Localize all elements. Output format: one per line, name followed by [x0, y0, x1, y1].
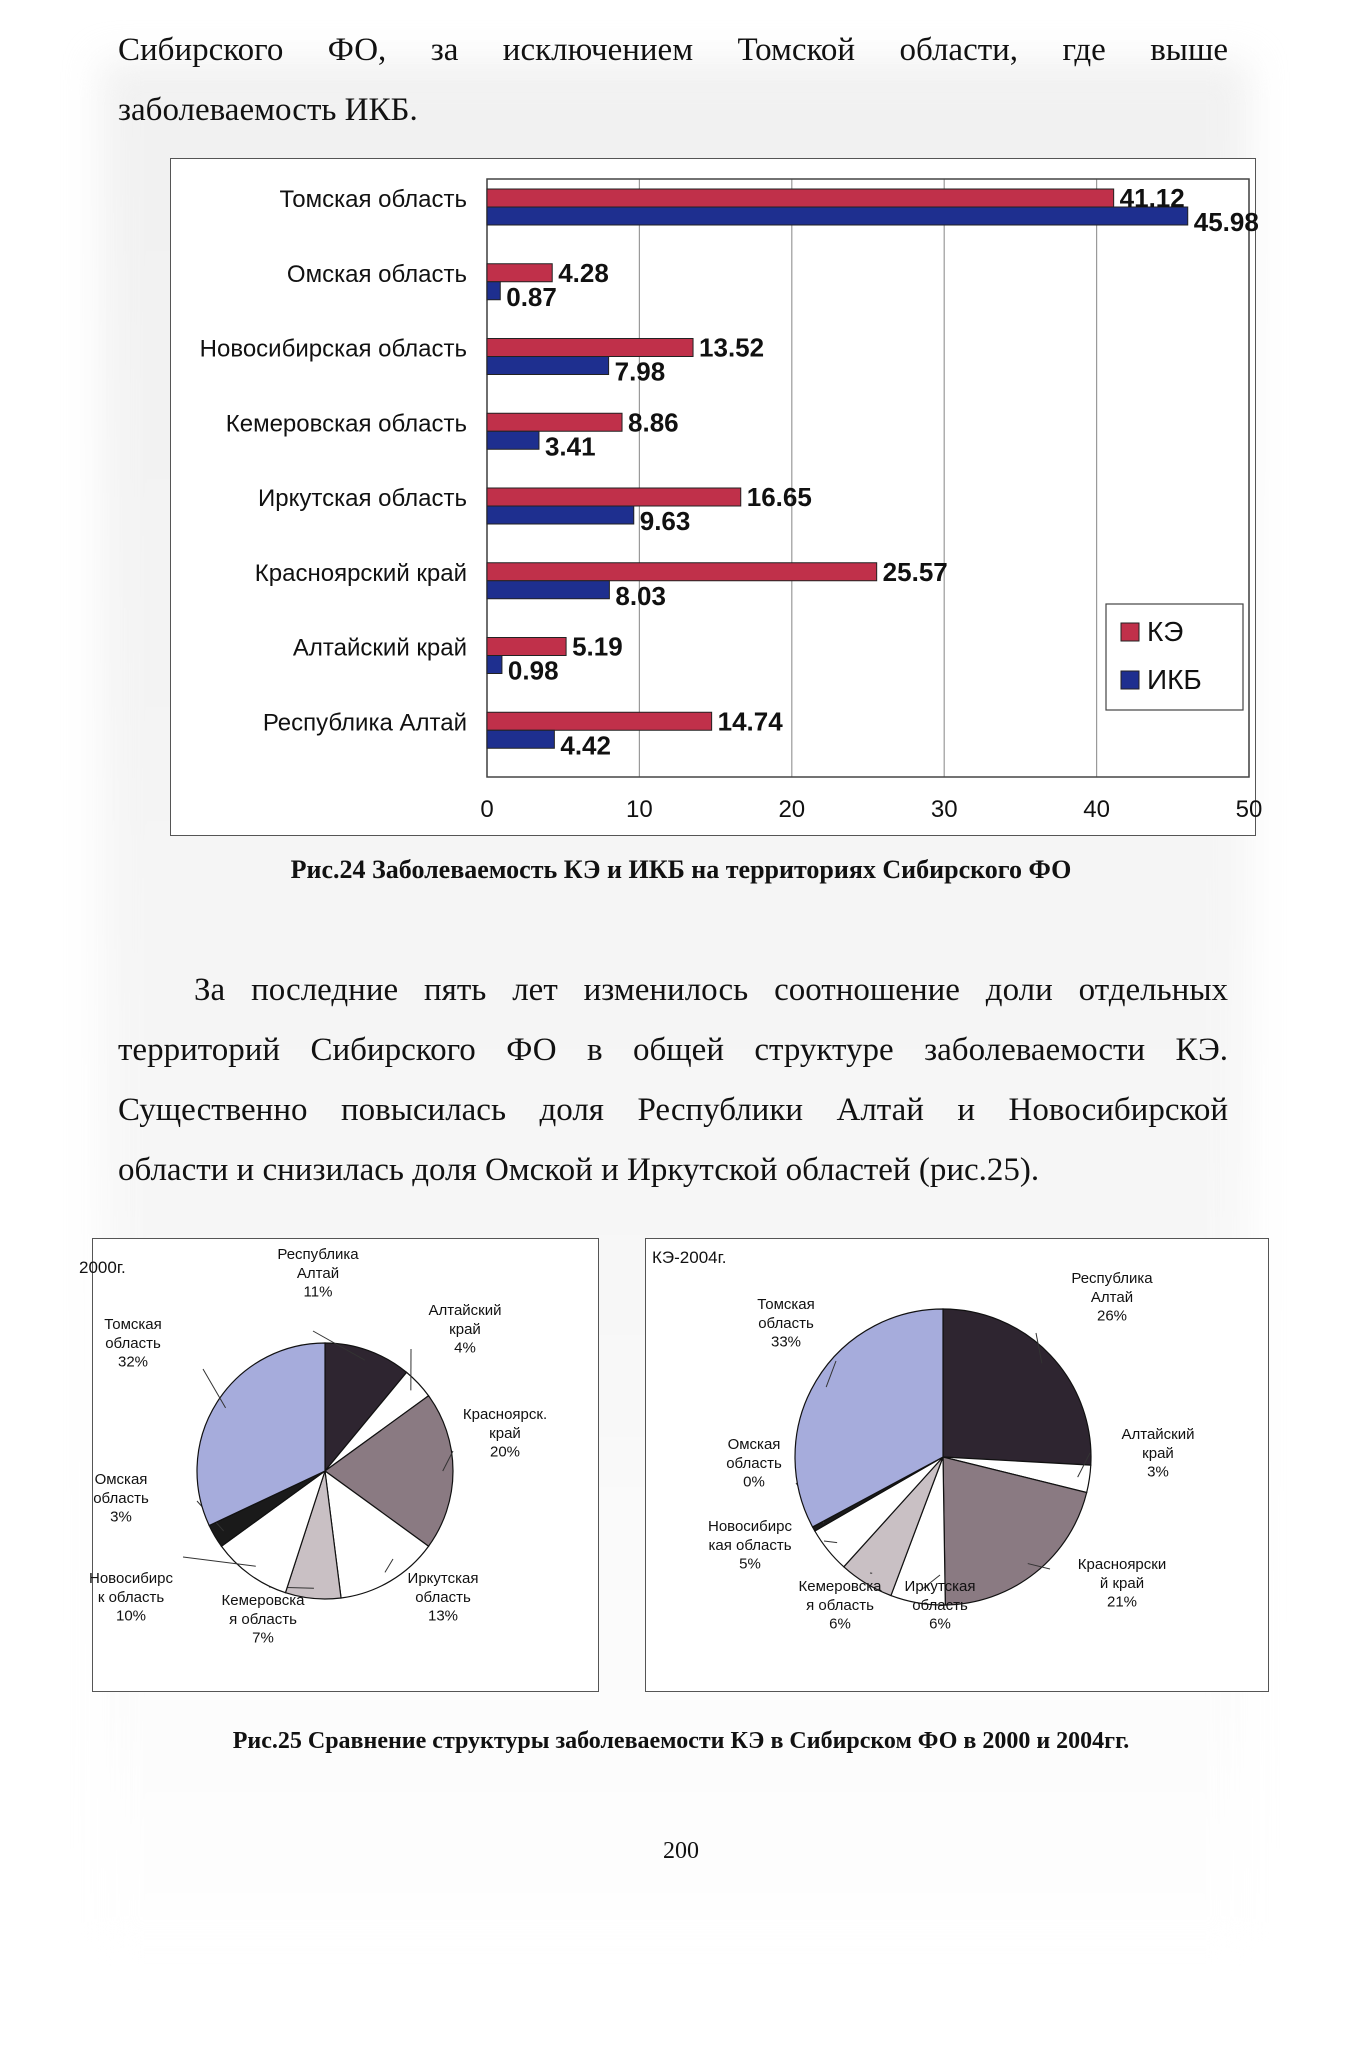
- slice-label: Алтайский край 4%: [428, 1302, 502, 1357]
- pie-chart-2000: [79, 1239, 598, 1691]
- value-label-ke: 16.65: [746, 482, 812, 512]
- slice-label: Омская область 3%: [93, 1471, 149, 1526]
- slice-label: Новосибирс кая область 5%: [707, 1518, 793, 1573]
- bar-chart-frame: [170, 158, 1263, 836]
- figure-24-caption: Рис.24 Заболеваемость КЭ и ИКБ на территориях Сибирского ФО: [290, 855, 1072, 884]
- value-label-ikb: 0.87: [506, 281, 557, 312]
- value-label-ikb: 8.03: [615, 580, 666, 611]
- paragraph-2-line: территорий Сибирского ФО в общей структуре заболеваемости КЭ.: [118, 1032, 1228, 1068]
- pie-title: КЭ-2004г.: [652, 1248, 727, 1267]
- slice-label: Республика Алтай 11%: [277, 1246, 359, 1301]
- bar-ke: [487, 712, 712, 730]
- x-tick-label: 40: [1083, 796, 1110, 823]
- value-label-ikb: 3.41: [544, 431, 596, 462]
- value-label-ikb: 45.98: [1193, 207, 1259, 237]
- pie-chart-2004: [646, 1239, 1268, 1691]
- paragraph-1-line: заболеваемость ИКБ.: [118, 92, 418, 128]
- legend-swatch: [1121, 671, 1139, 689]
- slice-label: Республика Алтай 26%: [1071, 1270, 1153, 1325]
- bar-ke: [487, 189, 1114, 207]
- category-label: Красноярский край: [254, 559, 467, 587]
- x-tick-label: 0: [480, 796, 494, 823]
- x-tick-label: 50: [1235, 796, 1263, 823]
- x-tick-label: 30: [930, 796, 958, 823]
- value-label-ke: 41.12: [1119, 183, 1185, 213]
- slice-label: Красноярски й край 21%: [1077, 1556, 1167, 1611]
- slice-label: Красноярск. край 20%: [462, 1406, 548, 1461]
- legend-label: ИКБ: [1147, 664, 1202, 695]
- paragraph-2-line: Существенно повысилась доля Республики Алтай и Новосибирской: [118, 1092, 1228, 1128]
- category-label: Кемеровская область: [225, 410, 467, 438]
- value-label-ikb: 9.63: [639, 506, 691, 536]
- slice-label: Кемеровска я область 7%: [221, 1592, 305, 1647]
- bar-ke: [487, 563, 877, 581]
- slice-label: Новосибирс к область 10%: [88, 1570, 174, 1625]
- paragraph-2-line: За последние пять лет изменилось соотношение доли отдельных: [194, 972, 1228, 1008]
- slice-label: Кемеровска я область 6%: [798, 1578, 882, 1633]
- x-tick-label: 10: [626, 796, 653, 823]
- bar-ikb: [487, 656, 502, 674]
- value-label-ke: 25.57: [882, 556, 948, 587]
- value-label-ke: 5.19: [572, 631, 623, 662]
- pie-slice: [943, 1309, 1091, 1465]
- pie-title: 2000г.: [79, 1258, 126, 1277]
- leader-line: [203, 1369, 226, 1408]
- value-label-ke: 4.28: [558, 257, 609, 288]
- bar-ikb: [487, 506, 634, 524]
- bar-ikb: [487, 282, 500, 300]
- value-label-ikb: 7.98: [614, 356, 666, 387]
- page-number: 200: [663, 1838, 699, 1864]
- legend-label: КЭ: [1147, 616, 1184, 647]
- category-label: Новосибирская область: [199, 335, 467, 363]
- paragraph-2: [118, 960, 1228, 1200]
- paragraph-1: [118, 20, 1228, 140]
- slice-label: Томская область 33%: [757, 1296, 815, 1351]
- bar-ke: [487, 413, 622, 431]
- paragraph-1-line: Сибирского ФО, за исключением Томской области, где выше: [118, 32, 1228, 68]
- bar-ikb: [487, 357, 609, 375]
- paragraph-2-line: области и снизилась доля Омской и Иркутской областей (рис.25).: [118, 1152, 1040, 1188]
- category-label: Омская область: [286, 260, 467, 288]
- category-label: Алтайский край: [292, 634, 467, 662]
- slice-label: Томская область 32%: [104, 1316, 162, 1371]
- slice-label: Алтайский край 3%: [1121, 1426, 1195, 1481]
- value-label-ikb: 4.42: [560, 730, 611, 761]
- value-label-ikb: 0.98: [507, 655, 559, 686]
- bar-ke: [487, 488, 741, 506]
- bar-ikb: [487, 207, 1188, 225]
- value-label-ke: 14.74: [717, 706, 783, 737]
- figure-25-caption: Рис.25 Сравнение структуры заболеваемости КЭ в Сибирском ФО в 2000 и 2004гг.: [232, 1728, 1130, 1754]
- category-label: Иркутская область: [258, 485, 467, 512]
- value-label-ke: 8.86: [628, 407, 679, 438]
- legend: [1106, 604, 1243, 710]
- bar-chart: [171, 159, 1263, 835]
- slice-label: Иркутская область 6%: [904, 1578, 976, 1633]
- x-tick-label: 20: [778, 796, 806, 823]
- value-label-ke: 13.52: [699, 332, 765, 363]
- bar-ikb: [487, 730, 554, 748]
- pie-chart-2000-frame: [79, 1238, 599, 1692]
- legend-swatch: [1121, 623, 1139, 641]
- category-label: Республика Алтай: [262, 709, 467, 737]
- bar-ke: [487, 264, 552, 282]
- bar-ke: [487, 339, 693, 357]
- bar-ikb: [487, 431, 539, 449]
- slice-label: Омская область 0%: [726, 1436, 782, 1491]
- pie-chart-2004-frame: [645, 1238, 1269, 1692]
- bar-ikb: [487, 581, 609, 599]
- category-label: Томская область: [279, 186, 467, 213]
- slice-label: Иркутская область 13%: [407, 1570, 479, 1625]
- bar-ke: [487, 638, 566, 656]
